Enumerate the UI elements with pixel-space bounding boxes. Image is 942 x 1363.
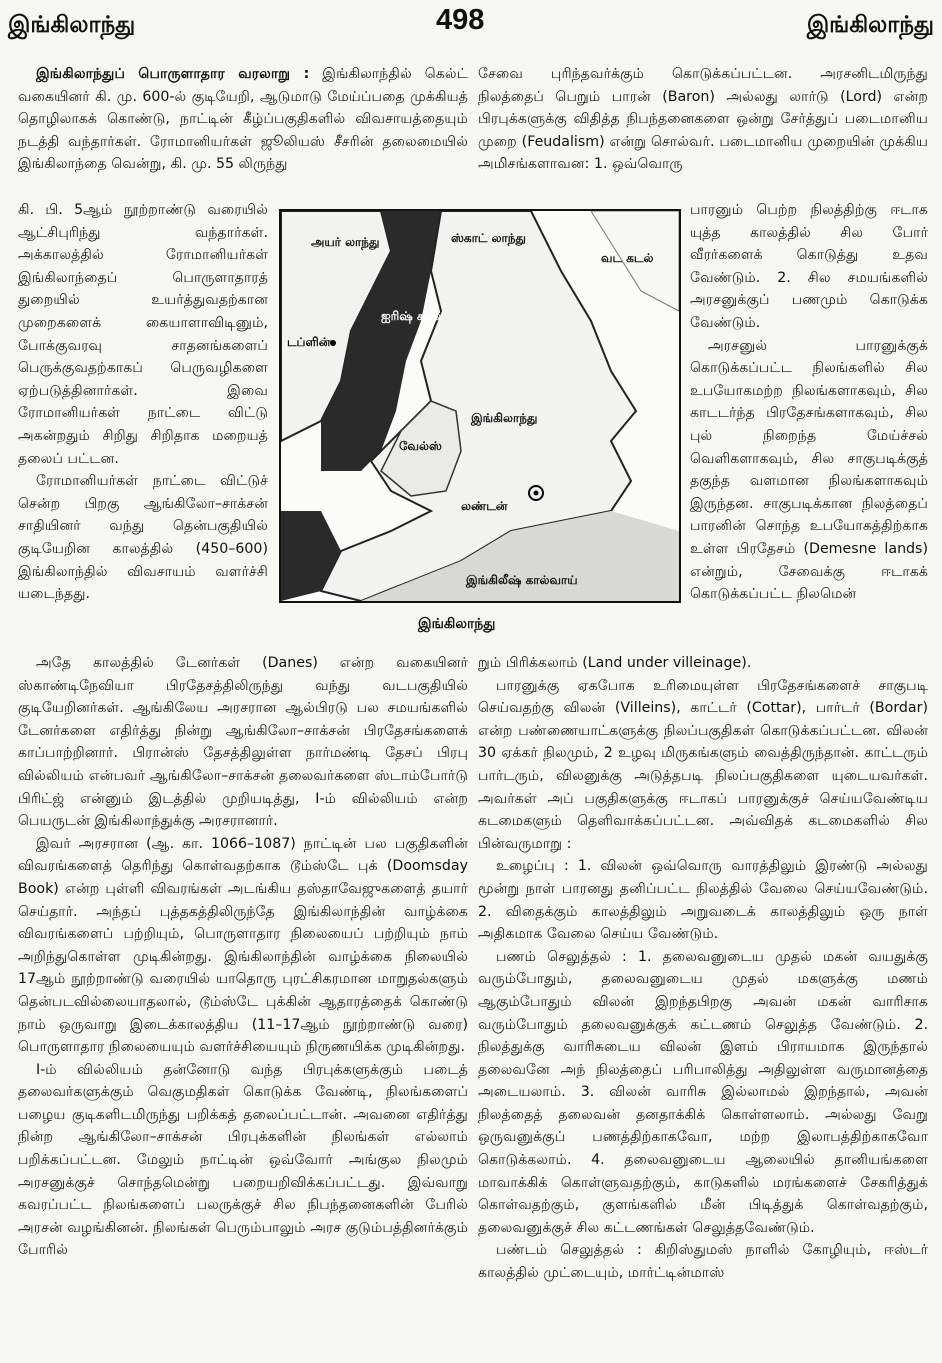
paragraph: இங்கிலாந்தில் கெல்ட் வகையினர் கி. மு. 600-ல் குடியேறி, ஆடுமாடு மேய்ப்பதை முக்கியத் தொழிலாகக் கொண்டு, நாட்டின் கீழ்ப்பகுதிகளில் விவசாயத்தையும் நடத்தி வந்தார்கள். ரோமானியர்கள் ஜூலியஸ் சீசரின் தலைமையில் இங்கிலாந்தை வென்று, கி. மு. 55 லிருந்து [18, 66, 468, 173]
paragraph: அரசனுல் பாரனுக்குக் கொடுக்கப்பட்ட நிலங்களில் சில உபயோகமற்ற நிலங்களாகவும், சில காடடர்ந்த பிரதேசங்களாகவும், சில புல் நிறைந்த மேய்ச்சல் வெளிகளாகவும், சில சாகுபடிக்குத் தகுந்த வளமான நிலங்களாகவும் இருந்தன. சாகுபடிக்கான நிலத்தைப் பாரனின் சொந்த உபயோகத்திற்காக உள்ள பிரதேசம் (Demesne lands) என்றும், சேவைக்கு ஈடாகக் கொடுக்கப்பட்ட நிலமென் [690, 337, 928, 603]
map-label-england: இங்கிலாந்து [471, 411, 538, 425]
right-column-bottom [478, 652, 928, 1285]
paragraph: சேவை புரிந்தவர்க்கும் கொடுக்கப்பட்டன. அரசனிடமிருந்து நிலத்தைப் பெறும் பாரன் (Baron) அல்லது லார்டு (Lord) என்ற பிரபுக்களுக்கு விதித்த நிபந்தனைகளை ஒன்று சேர்த்துப் படைமானிய முறை (Feudalism) என்று சொல்வர். படைமானிய முறையின் முக்கிய அமிசங்களாவன: 1. ஒவ்வொரு [478, 66, 928, 173]
map-label-irish-sea: ஐரிஷ் கடல் [381, 309, 445, 323]
paragraph: அதே காலத்தில் டேனர்கள் (Danes) என்ற வகையினர் ஸ்காண்டிநேவியா பிரதேசத்திலிருந்து வந்து வடபகுதியில் குடியேறினர்கள். ஆங்கிலேய அரசரான ஆல்பிரடு பல சமயங்களில் டேனர்களை எதிர்த்து நின்று ஆங்கிலோ–சாக்சன் பிரதேசங்களைக் காப்பாற்றினார். பிரான்ஸ் தேசத்திலுள்ள நார்மண்டி தேசப் பிரபு வில்லியம் என்பவர் ஆங்கிலோ–சாக்சன் தலைவர்களை ஸ்டாம்போர்டு பிரிட்ஜ் என்னும் இடத்தில் முறியடித்து, I-ம் வில்லியம் என்ற பெயருடன் இங்கிலாந்துக்கு அரசரானார். [18, 655, 468, 830]
map-label-dublin: டப்ளின் [287, 335, 331, 349]
map-england [279, 209, 681, 603]
left-column-narrow [18, 199, 268, 606]
map-caption: இங்கிலாந்து [418, 616, 496, 632]
left-column-bottom [18, 652, 468, 1262]
paragraph: றும் பிரிக்கலாம் (Land under villeinage). [478, 655, 752, 671]
section-title: இங்கிலாந்துப் பொருளாதார வரலாறு : [36, 66, 310, 82]
paragraph: பாரனுக்கு ஏகபோக உரிமையுள்ள பிரதேசங்களைச் சாகுபடி செய்வதற்கு விலன் (Villeins), காட்டர் (Cottar), பார்டர் (Bordar) என்ற பண்ணையாட்களுக்கு நிலப்பகுதிகள் கொடுக்கப்பட்டன. விலன் 30 ஏக்கர் நிலமும், 2 உழவு மிருகங்களும் வைத்திருந்தான். காட்டரும் பார்டரும், விலனுக்கு அடுத்தபடி நிலப்பகுதிகளை யுடையவர்கள். அவர்கள் அப் பகுதிகளுக்கு ஈடாகப் பாரனுக்குச் செய்யவேண்டிய கடமைகளும் தெளிவாக்கப்பட்டன. அவ்விதக் கடமைகளில் சில பின்வருமாறு : [478, 677, 928, 852]
paragraph: இவர் அரசரான (ஆ. கா. 1066–1087) நாட்டின் பல பகுதிகளின் விவரங்களைத் தெரிந்து கொள்வதற்காக டூம்ஸ்டே புக் (Doomsday Book) என்ற புள்ளி விவரங்கள் அடங்கிய தஸ்தாவேஜுகளைத் தயார் செய்தார். அந்தப் புத்தகத்திலிருந்தே இங்கிலாந்தின் வாழ்க்கை விவரங்களைப் பற்றியும், பொருளாதார நிலையைப் பற்றியும் நாம் அறிந்துகொள்ள முடிகின்றது. இங்கிலாந்தின் வாழ்க்கை நிலையில் 17ஆம் நூற்றாண்டு வரையில் யாதொரு புரட்சிகரமான மாறுதல்களும் தென்படவில்லையாதலால், டூம்ஸ்டே புக்கின் ஆதாரத்தைக் கொண்டு நாம் ஒருவாறு இடைக்காலத்திய (11–17ஆம் நூற்றாண்டு வரை) பொருளாதார நிலையையும் வளர்ச்சியையும் நிருணயிக்க முடிகின்றது. [18, 835, 468, 1056]
page-header [0, 4, 942, 48]
paragraph: பண்டம் செலுத்தல் : கிறிஸ்துமஸ் நாளில் கோழியும், ஈஸ்டர் காலத்தில் முட்டையும், மார்ட்டின்மாஸ் [478, 1242, 928, 1282]
running-title-right: இங்கிலாந்து [806, 12, 934, 38]
left-column-top [18, 63, 468, 176]
map-graphic [281, 211, 679, 601]
paragraph: பணம் செலுத்தல் : 1. தலைவனுடைய முதல் மகன் வயதுக்கு வரும்போதும், தலைவனுடைய முதல் மகளுக்கு மணம் ஆகும்போதும் விலன் இறந்தபிறகு அவன் மகன் வாரிசாக வரும்போதும் தலைவனுக்குக் கட்டணம் செலுத்த வேண்டும். 2. நிலத்துக்கு வாரிசுடைய விலன் இளம் பிராயமாக இருந்தால் தலைவனே அந் நிலத்தைப் பரிபாலித்து அதிலுள்ள வருமானத்தை அடையலாம். 3. விலன் வாரிசு இல்லாமல் இறந்தால், அவன் நிலத்தைத் தலைவன் தனதாக்கிக் கொள்ளலாம். அல்லது வேறு ஒருவனுக்குப் பணத்திற்காகவோ, மற்ற இலாபத்திற்காகவோ கொடுக்கலாம். 4. தலைவனுடைய ஆலையில் தானியங்களை மாவாக்கிக் கொள்ளுவதற்கும், காடுகளில் மரங்களைச் சேகரித்துக் கொள்வதற்கும், குளங்களில் மீன் பிடித்துக் கொள்வதற்கும், தலைவனுக்குச் சில கட்டணங்கள் செலுத்தவேண்டும். [478, 948, 928, 1236]
map-label-scotland: ஸ்காட் லாந்து [451, 231, 526, 245]
right-column-top [478, 63, 928, 176]
right-column-narrow [690, 199, 928, 606]
map-label-london: லண்டன் [461, 499, 508, 513]
map-label-wales: வேல்ஸ் [399, 439, 442, 453]
paragraph: கி. பி. 5ஆம் நூற்றாண்டு வரையில் ஆட்சிபுரிந்து வந்தார்கள். அக்காலத்தில் ரோமானியர்கள் இங்கிலாந்தைப் பொருளாதாரத் துறையில் உயர்த்துவதற்கான முறைகளைக் கையாளாவிடினும், போக்குவரவு சாதனங்களைப் பெருக்குவதற்காகப் பெருவழிகளை ஏற்படுத்தினார்கள். இவை ரோமானியர்கள் நாட்டை விட்டு அகன்றதும் சிறிது சிறிதாக மறையத் தலைப் பட்டன. [18, 202, 268, 467]
map-label-ireland: அயர் லாந்து [311, 235, 380, 249]
map-label-channel: இங்கிலீஷ் கால்வாய் [466, 573, 578, 587]
paragraph: பாரனும் பெற்ற நிலத்திற்கு ஈடாக யுத்த காலத்தில் சில போர் வீரர்களைக் கொடுத்து உதவ வேண்டும். 2. சில சமயங்களில் அரசனுக்குப் பணமும் கொடுக்க வேண்டும். [690, 202, 928, 331]
paragraph: உழைப்பு : 1. விலன் ஒவ்வொரு வாரத்திலும் இரண்டு அல்லது மூன்று நாள் பாரனது தனிப்பட்ட நிலத்தில் வேலை செய்யவேண்டும். 2. விதைக்கும் காலத்திலும் அறுவடைக் காலத்திலும் ஒரு நாள் அதிகமாக வேலை செய்ய வேண்டும். [478, 858, 928, 943]
paragraph: I-ம் வில்லியம் தன்னோடு வந்த பிரபுக்களுக்கும் படைத் தலைவர்களுக்கும் வெகுமதிகள் கொடுக்க வேண்டி, நிலங்களைப் பழைய குடிகளிடமிருந்து பறிக்கத் தலைப்பட்டான். அவனை எதிர்த்து நின்ற ஆங்கிலோ–சாக்சன் பிரபுக்களின் நிலங்கள் எல்லாம் பறிக்கப்பட்டன. மேலும் நாட்டின் ஒவ்வோர் அங்குல நிலமும் அரசனுக்குச் சொந்தமென்று பறையறிவிக்கப்பட்டது. இவ்வாறு கவரப்பட்ட நிலங்களைப் பலருக்குச் சில நிபந்தனைகளின் பேரில் அரசன் வழங்கினன். நிலங்கள் பெரும்பாலும் அரச குடும்பத்தினர்க்கும் போரில் [18, 1061, 468, 1259]
running-title-left: இங்கிலாந்து [8, 12, 136, 38]
paragraph: ரோமானியர்கள் நாட்டை விட்டுச் சென்ற பிறகு ஆங்கிலோ–சாக்சன் சாதியினர் வந்து தென்பகுதியில் குடியேறின காலத்தில் (450–600) இங்கிலாந்தில் விவசாயம் வளர்ச்சி யடைந்தது. [18, 473, 268, 603]
page-number: 498 [436, 4, 485, 36]
map-label-north-sea: வட கடல் [601, 251, 654, 265]
